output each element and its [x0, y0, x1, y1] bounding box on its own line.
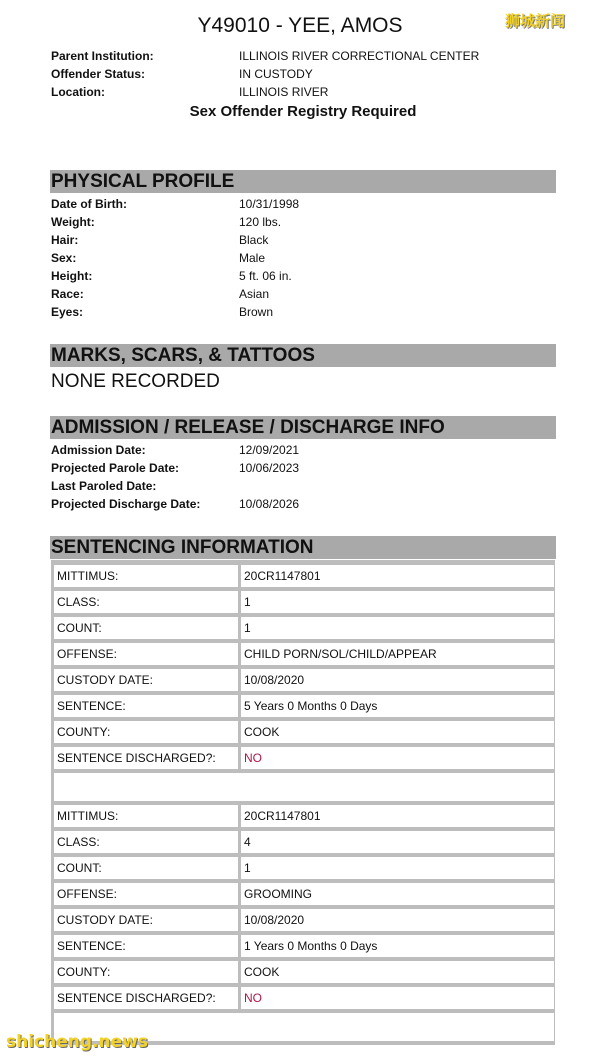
- section-header-physical-profile: PHYSICAL PROFILE: [50, 170, 556, 193]
- profile-value: Brown: [239, 305, 274, 319]
- table-cell-value: COOK: [241, 961, 554, 983]
- table-cell-label: CLASS:: [54, 591, 238, 613]
- table-cell-value: 10/08/2020: [241, 669, 554, 691]
- info-row-location: [51, 83, 571, 101]
- table-cell-value: 1: [241, 617, 554, 639]
- admission-label: Admission Date:: [51, 443, 146, 457]
- admission-label: Last Paroled Date:: [51, 479, 157, 493]
- table-cell-label: SENTENCE:: [54, 935, 238, 957]
- info-label: Location:: [51, 85, 105, 99]
- info-value: ILLINOIS RIVER CORRECTIONAL CENTER: [239, 49, 480, 63]
- table-row: [54, 591, 554, 613]
- section-header-sentencing: SENTENCING INFORMATION: [50, 536, 556, 559]
- table-cell-value: COOK: [241, 721, 554, 743]
- admission-value: 10/06/2023: [239, 461, 300, 475]
- table-cell-label: OFFENSE:: [54, 883, 238, 905]
- profile-row: [51, 267, 571, 285]
- sentencing-table: [51, 560, 555, 1045]
- table-cell-value: 1: [241, 857, 554, 879]
- table-cell-value: GROOMING: [241, 883, 554, 905]
- table-row: [54, 909, 554, 931]
- table-cell-label: COUNT:: [54, 617, 238, 639]
- admission-label: Projected Discharge Date:: [51, 497, 201, 511]
- profile-label: Date of Birth:: [51, 197, 127, 211]
- table-cell-value: 5 Years 0 Months 0 Days: [241, 695, 554, 717]
- watermark-bottom: shicheng.news: [6, 1032, 148, 1052]
- table-row: [54, 805, 554, 827]
- table-spacer-row: [54, 773, 554, 801]
- registry-notice: Sex Offender Registry Required: [189, 103, 417, 120]
- admission-value: 10/08/2026: [239, 497, 300, 511]
- info-row-offender-status: [51, 65, 571, 83]
- profile-label: Height:: [51, 269, 93, 283]
- info-row-parent-institution: [51, 47, 571, 65]
- profile-value: Male: [239, 251, 266, 265]
- table-cell-label: CUSTODY DATE:: [54, 909, 238, 931]
- table-row: [54, 831, 554, 853]
- table-row: [54, 669, 554, 691]
- watermark-top: 狮城新闻: [505, 12, 566, 30]
- marks-value: NONE RECORDED: [51, 371, 220, 392]
- profile-row: [51, 231, 571, 249]
- admission-row: [51, 495, 571, 513]
- page-title: Y49010 - YEE, AMOS: [197, 14, 403, 37]
- table-cell-value: 20CR1147801: [241, 805, 554, 827]
- table-cell-value: 10/08/2020: [241, 909, 554, 931]
- admission-row: [51, 477, 571, 495]
- table-cell-value: CHILD PORN/SOL/CHILD/APPEAR: [241, 643, 554, 665]
- table-cell-label: CLASS:: [54, 831, 238, 853]
- table-cell-label: SENTENCE:: [54, 695, 238, 717]
- admission-row: [51, 459, 571, 477]
- profile-label: Hair:: [51, 233, 79, 247]
- profile-label: Sex:: [51, 251, 77, 265]
- table-row: [54, 617, 554, 639]
- admission-row: [51, 441, 571, 459]
- profile-value: 10/31/1998: [239, 197, 300, 211]
- table-cell-value: 20CR1147801: [241, 565, 554, 587]
- table-cell-label: OFFENSE:: [54, 643, 238, 665]
- table-cell-label: COUNTY:: [54, 721, 238, 743]
- table-cell-label: CUSTODY DATE:: [54, 669, 238, 691]
- table-cell-value: 1: [241, 591, 554, 613]
- section-header-marks: MARKS, SCARS, & TATTOOS: [50, 344, 556, 367]
- admission-value: 12/09/2021: [239, 443, 300, 457]
- profile-row: [51, 213, 571, 231]
- table-cell-label: SENTENCE DISCHARGED?:: [54, 987, 238, 1009]
- profile-row: [51, 303, 571, 321]
- profile-value: 120 lbs.: [239, 215, 282, 229]
- info-value: IN CUSTODY: [239, 67, 313, 81]
- table-row: [54, 721, 554, 743]
- profile-row: [51, 249, 571, 267]
- admission-label: Projected Parole Date:: [51, 461, 180, 475]
- discharged-value: NO: [241, 987, 554, 1009]
- table-row: [54, 857, 554, 879]
- table-row: [54, 747, 554, 769]
- table-row: [54, 961, 554, 983]
- info-label: Offender Status:: [51, 67, 146, 81]
- info-label: Parent Institution:: [51, 49, 154, 63]
- table-cell-label: COUNTY:: [54, 961, 238, 983]
- table-cell-label: MITTIMUS:: [54, 565, 238, 587]
- profile-label: Eyes:: [51, 305, 84, 319]
- table-cell-value: 4: [241, 831, 554, 853]
- profile-value: 5 ft. 06 in.: [239, 269, 292, 283]
- table-cell-label: COUNT:: [54, 857, 238, 879]
- table-row: [54, 935, 554, 957]
- profile-value: Asian: [239, 287, 270, 301]
- discharged-value: NO: [241, 747, 554, 769]
- table-cell-label: MITTIMUS:: [54, 805, 238, 827]
- table-row: [54, 987, 554, 1009]
- table-row: [54, 565, 554, 587]
- table-row: [54, 883, 554, 905]
- table-cell-label: SENTENCE DISCHARGED?:: [54, 747, 238, 769]
- table-row: [54, 695, 554, 717]
- profile-label: Weight:: [51, 215, 95, 229]
- profile-value: Black: [239, 233, 269, 247]
- info-value: ILLINOIS RIVER: [239, 85, 329, 99]
- table-cell-value: 1 Years 0 Months 0 Days: [241, 935, 554, 957]
- profile-label: Race:: [51, 287, 84, 301]
- profile-row: [51, 285, 571, 303]
- section-header-admission: ADMISSION / RELEASE / DISCHARGE INFO: [50, 416, 556, 439]
- profile-row: [51, 195, 571, 213]
- table-row: [54, 643, 554, 665]
